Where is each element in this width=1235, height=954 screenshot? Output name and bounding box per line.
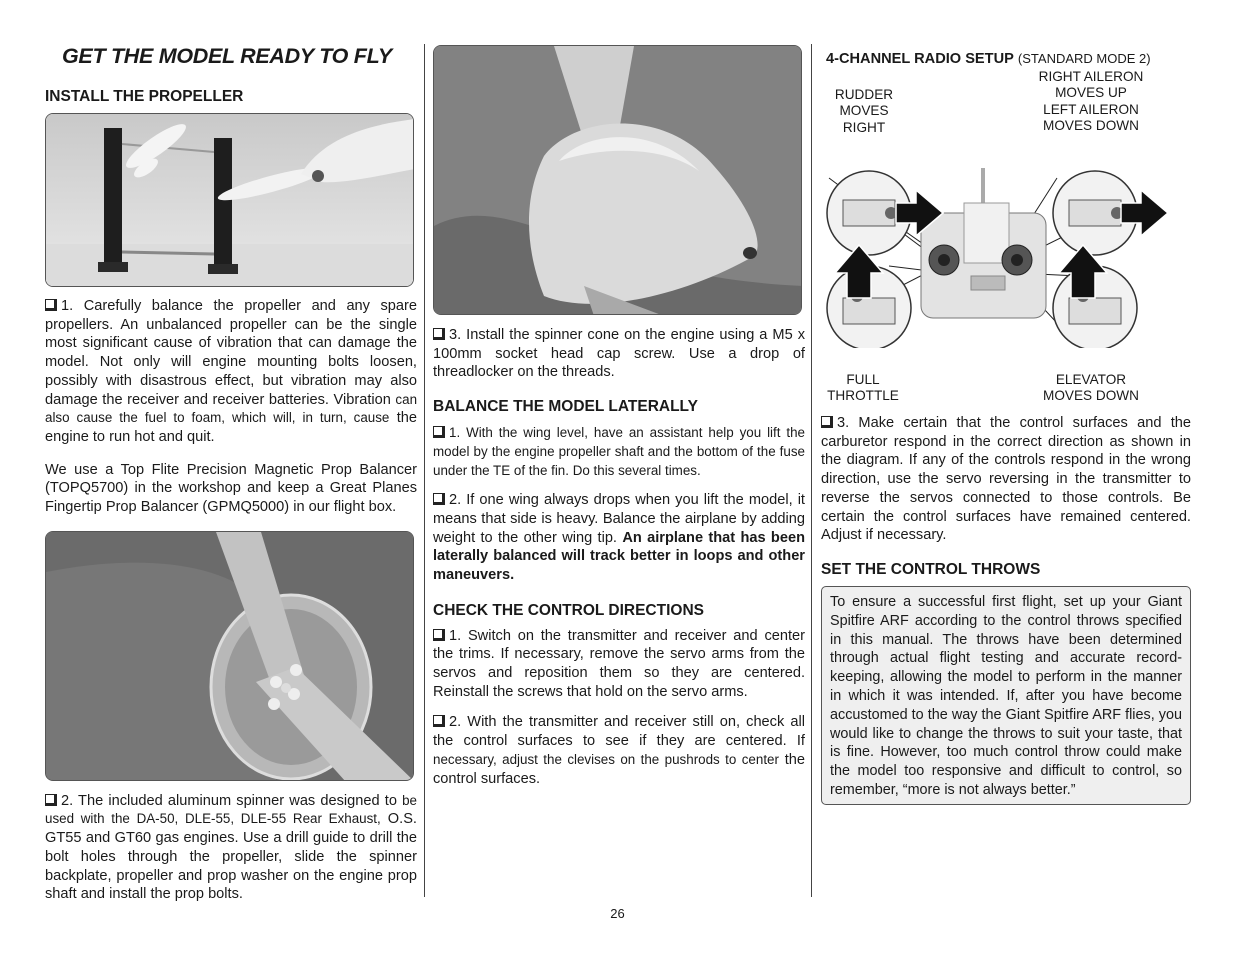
step3-text: 3. Install the spinner cone on the engine using a M5 x 100mm socket head cap screw. Use a drop of threadlocker on the threads. xyxy=(433,327,805,381)
check-step2-text: 2. With the transmitter and receiver still on, check all the control surfaces to see if they are centered. If necessary, adjust the clevises on the pushrods to center the control surfaces. xyxy=(433,714,805,787)
step2-text: 2. The included aluminum spinner was designed to be used with the DA-50, DLE-55, DLE-55 Rear Exhaust, O.S. GT55 and GT60 gas engines. Use a drill guide to drill the bolt holes through the propeller, slide the spinner backplate, propeller and prop washer on the engine prop shaft and install the prop bolts. xyxy=(45,792,417,903)
radio-setup-heading: 4-CHANNEL RADIO SETUP (STANDARD MODE 2) xyxy=(826,51,1151,67)
prop-balancer-image xyxy=(46,114,414,287)
control-throws-note-box xyxy=(821,586,1191,805)
page-title: GET THE MODEL READY TO FLY xyxy=(62,44,392,68)
checkbox-icon[interactable] xyxy=(45,299,57,311)
rudder-label: RUDDER MOVES RIGHT xyxy=(834,87,894,135)
column-3 xyxy=(821,40,1191,805)
column-2 xyxy=(433,40,805,788)
spinner-cone-photo xyxy=(433,45,802,315)
balance-step2-text: 2. If one wing always drops when you lift the model, it means that side is heavy. Balance the airplane by adding weight to the other wing tip. An airplane that has been laterally balanced will track better in loops and other maneuvers. xyxy=(433,492,805,583)
transmitter-diagram xyxy=(821,148,1191,348)
checkbox-icon[interactable] xyxy=(433,328,445,340)
control-step3-text: 3. Make certain that the control surfaces and the carburetor respond in the correct direction as shown in the diagram. If any of the controls respond in the wrong direction, use the servo reversing in the transmitter to reverse the servos connected to those controls. Be certain the control surfaces have remained centered. Adjust if necessary. xyxy=(821,415,1191,544)
balance-laterally-heading: BALANCE THE MODEL LATERALLY xyxy=(433,398,698,416)
column-divider-1 xyxy=(424,44,425,897)
elevator-label: ELEVATOR MOVES DOWN xyxy=(1043,372,1139,404)
check-control-directions-heading: CHECK THE CONTROL DIRECTIONS xyxy=(433,601,704,619)
checkbox-icon[interactable] xyxy=(433,426,445,438)
throttle-label: FULL THROTTLE xyxy=(827,372,899,404)
page-number: 26 xyxy=(610,906,625,921)
install-propeller-heading: INSTALL THE PROPELLER xyxy=(45,88,244,105)
checkbox-icon[interactable] xyxy=(45,794,57,806)
check-step1-text: 1. Switch on the transmitter and receiver and center the trims. If necessary, remove the servo arms from the servos and reposition them so they are centered. Reinstall the screws that hold on the servo arms. xyxy=(433,627,805,700)
column-divider-2 xyxy=(811,44,812,897)
spinner-cone-image xyxy=(434,46,802,315)
step1-text: 1. Carefully balance the propeller and any spare propellers. An unbalanced propeller can be the single most significant cause of vibration that can damage the model. Not only will engine mounting bolts loosen, possibly with disastrous effect, but vibration may also damage the receiver and receiver batteries. Vibration can also cause the fuel to foam, which will, in turn, cause the engine to run hot and quit. xyxy=(45,298,418,445)
checkbox-icon[interactable] xyxy=(433,715,445,727)
checkbox-icon[interactable] xyxy=(433,629,445,641)
balancer-note: We use a Top Flite Precision Magnetic Prop Balancer (TOPQ5700) in the workshop and keep a Great Planes Fingertip Prop Balancer (GPMQ5000) in our flight box. xyxy=(45,461,417,516)
control-throws-note: To ensure a successful first flight, set up your Giant Spitfire ARF according to the control throws specified in this manual. The throws have been determined through actual flight testing and accurate record-keeping, allowing the model to perform in the manner in which it was intended. If, after you have become accustomed to the way the Giant Spitfire ARF flies, you would like to change the throws to suit your taste, that is fine. However, too much control throw could make the model too responsive and difficult to control, so remember, “more is not always better.” xyxy=(830,593,1182,798)
set-control-throws-heading: SET THE CONTROL THROWS xyxy=(821,560,1041,578)
aileron-label: RIGHT AILERON MOVES UP LEFT AILERON MOVES DOWN xyxy=(1038,69,1144,134)
checkbox-icon[interactable] xyxy=(821,416,833,428)
radio-setup-diagram xyxy=(821,69,1191,408)
balance-step1-text: 1. With the wing level, have an assistant help you lift the model by the engine propeller shaft and the bottom of the fuse under the TE of the fin. Do this several times. xyxy=(433,425,805,479)
checkbox-icon[interactable] xyxy=(433,493,445,505)
spinner-backplate-image xyxy=(46,532,414,781)
spinner-backplate-photo xyxy=(45,531,414,781)
column-1 xyxy=(45,40,417,904)
prop-balancer-photo xyxy=(45,113,414,287)
